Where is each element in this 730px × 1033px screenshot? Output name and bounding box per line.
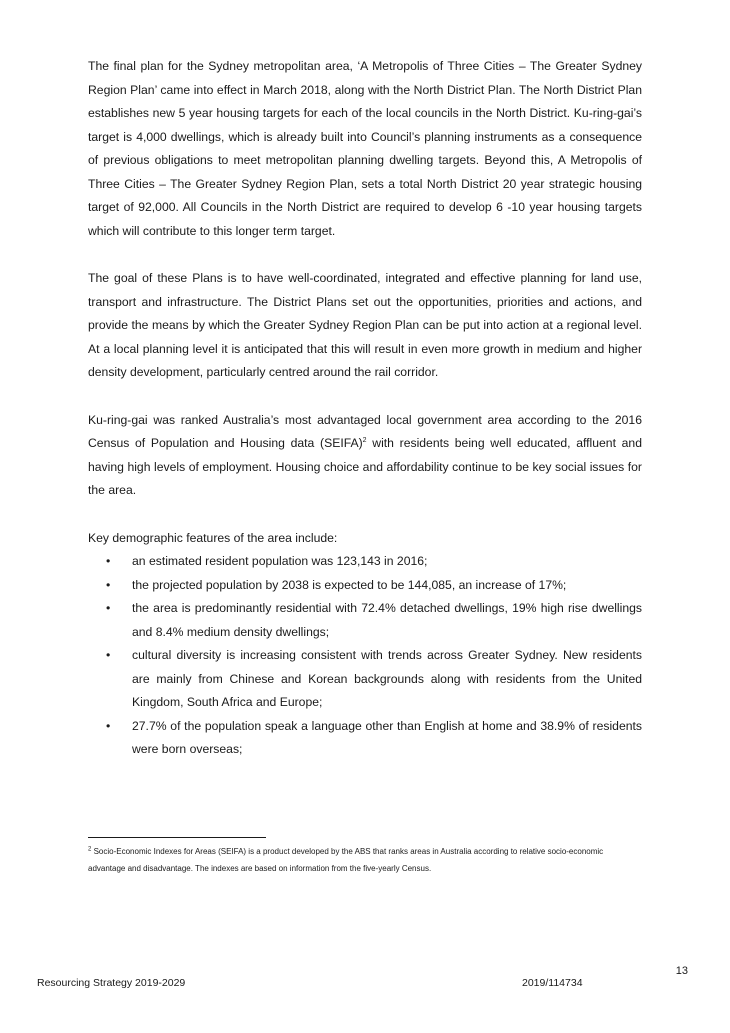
seifa-text-before: Ku-ring-gai was ranked Australia’s most advantaged local government area according to the 2016 Census of Population and Housing data (SEIFA): [88, 412, 642, 450]
footer-reference-number: 2019/114734: [522, 977, 583, 989]
paragraph-plans-goal: The goal of these Plans is to have well-coordinated, integrated and effective planning for land use, transport and infrastructure. The District Plans set out the opportunities, priorities and actions, and provide the means by which the Greater Sydney Region Plan can be put into action at a regional level. At a local planning level it is anticipated that this will result in even more growth in medium and higher density development, particularly centred around the rail corridor.: [88, 271, 642, 379]
list-item: • cultural diversity is increasing consistent with trends across Greater Sydney. New residents are mainly from Chinese and Korean backgrounds along with residents from the United Kingdom, South Africa and Europe;: [88, 644, 642, 715]
paragraph-seifa: [88, 409, 642, 503]
key-features-intro: Key demographic features of the area include:: [88, 530, 338, 545]
demographic-features-list: [88, 550, 642, 762]
list-item: • 27.7% of the population speak a language other than English at home and 38.9% of residents were born overseas;: [88, 715, 642, 762]
footer-document-title: Resourcing Strategy 2019-2029: [37, 977, 186, 989]
list-item: • an estimated resident population was 123,143 in 2016;: [88, 550, 642, 574]
list-item: • the area is predominantly residential with 72.4% detached dwellings, 19% high rise dwellings and 8.4% medium density dwellings;: [88, 597, 642, 644]
footnote: [88, 843, 642, 877]
seifa-text-after: with residents being well educated, affluent and having high levels of employment. Housing choice and affordability continue to be key social issues for the area.: [88, 436, 642, 497]
body-content: [88, 55, 642, 762]
footnote-divider: [88, 837, 266, 838]
footnote-marker: 2: [88, 846, 92, 853]
paragraph-metropolis-plan: The final plan for the Sydney metropolitan area, ‘A Metropolis of Three Cities – The Greater Sydney Region Plan’ came into effect in March 2018, along with the North District Plan. The North District Plan establishes new 5 year housing targets for each of the local councils in the North District. Ku-ring-gai’s target is 4,000 dwellings, which is already built into Council’s planning instruments as a consequence of previous obligations to meet metropolitan planning dwelling targets. Beyond this, A Metropolis of Three Cities – The Greater Sydney Region Plan, sets a total North District 20 year strategic housing target of 92,000. All Councils in the North District are required to develop 6 -10 year housing targets which will contribute to this longer term target.: [88, 59, 642, 238]
page-number: 13: [675, 965, 688, 977]
footnote-reference[interactable]: 2: [362, 436, 367, 444]
list-item: • the projected population by 2038 is expected to be 144,085, an increase of 17%;: [88, 574, 642, 598]
footnote-text: Socio-Economic Indexes for Areas (SEIFA) is a product developed by the ABS that ranks areas in Australia according to relative socio-economic advantage and disadvantage. The indexes are based on information from the five-yearly Census.: [88, 847, 604, 873]
